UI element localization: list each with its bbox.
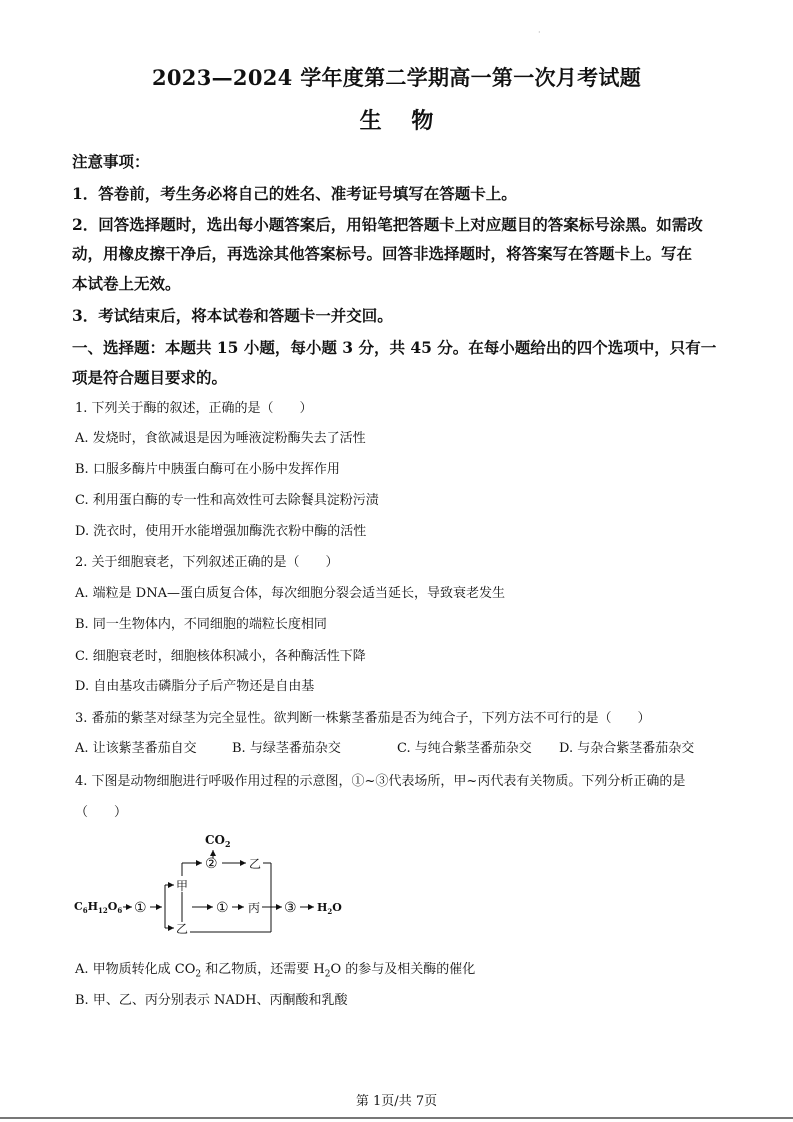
bing-label: 丙 — [248, 901, 261, 915]
page-bottom-rule — [0, 1117, 793, 1119]
q1-option-a: A. 发烧时，食欲减退是因为唾液淀粉酶失去了活性 — [75, 431, 366, 446]
q4-option-b: B. 甲、乙、丙分别表示 NADH、丙酮酸和乳酸 — [75, 993, 348, 1008]
q2-option-d: D. 自由基攻击磷脂分子后产物还是自由基 — [75, 679, 315, 694]
subject-title: 生 物 — [359, 108, 434, 134]
site-3: ③ — [284, 900, 297, 916]
q1-option-c: C. 利用蛋白酶的专一性和高效性可去除餐具淀粉污渍 — [75, 493, 379, 508]
respiration-diagram — [70, 828, 360, 938]
q1-option-d: D. 洗衣时，使用开水能增强加酶洗衣粉中酶的活性 — [75, 524, 367, 539]
q2-stem: 2. 关于细胞衰老，下列叙述正确的是（ ） — [75, 555, 339, 570]
q3-option-c: C. 与纯合紫茎番茄杂交 — [397, 741, 532, 756]
section-1-line-1: 一、选择题：本题共 15 小题，每小题 3 分，共 45 分。在每小题给出的四个选项中，只有一 — [72, 338, 717, 357]
yi-top-label: 乙 — [249, 857, 262, 871]
q3-option-b: B. 与绿茎番茄杂交 — [232, 741, 341, 756]
notice-item-1: 1．答卷前，考生务必将自己的姓名、准考证号填写在答题卡上。 — [72, 184, 517, 203]
q4-stem-line-2: （ ） — [75, 805, 128, 820]
q4-stem-line-1: 4. 下图是动物细胞进行呼吸作用过程的示意图，①~③代表场所，甲~丙代表有关物质。下列分析正确的是 — [75, 774, 686, 789]
site-1-left: ① — [134, 900, 147, 916]
q2-option-b: B. 同一生物体内，不同细胞的端粒长度相同 — [75, 617, 327, 632]
q3-option-a: A. 让该紫茎番茄自交 — [75, 741, 197, 756]
q2-option-a: A. 端粒是 DNA—蛋白质复合体，每次细胞分裂会适当延长，导致衰老发生 — [75, 586, 505, 601]
q4-option-a: A. 甲物质转化成 $CO_2$ 和乙物质，还需要 $H_2O$ 的参与及相关酶的催化 — [75, 962, 476, 980]
q3-stem: 3. 番茄的紫茎对绿茎为完全显性。欲判断一株紫茎番茄是否为纯合子，下列方法不可行的是（ ） — [75, 711, 651, 726]
co2-label: $CO_2$ — [205, 833, 231, 849]
notice-item-2-line-1: 2．回答选择题时，选出每小题答案后，用铅笔把答题卡上对应题目的答案标号涂黑。如需改 — [72, 215, 703, 234]
jia-label: 甲 — [176, 879, 189, 893]
page-number: 第 1页/共 7页 — [355, 1094, 438, 1109]
q3-option-d: D. 与杂合紫茎番茄杂交 — [559, 741, 695, 756]
q2-option-c: C. 细胞衰老时，细胞核体积减小，各种酶活性下降 — [75, 649, 366, 664]
notice-item-2-line-2: 动，用橡皮擦干净后，再选涂其他答案标号。回答非选择题时，将答案写在答题卡上。写在 — [72, 244, 693, 263]
q1-option-b: B. 口服多酶片中胰蛋白酶可在小肠中发挥作用 — [75, 462, 340, 477]
site-2: ② — [205, 856, 218, 872]
water-label: $H_2O$ — [317, 901, 342, 916]
exam-title: 2023—2024 学年度第二学期高一第一次月考试题 — [151, 65, 641, 90]
notice-heading: 注意事项： — [72, 152, 150, 171]
corner-mark: · — [538, 28, 541, 37]
glucose-label: $C_6H_{12}O_6$ — [74, 900, 123, 915]
notice-item-3: 3．考试结束后，将本试卷和答题卡一并交回。 — [72, 306, 393, 325]
yi-bottom-label: 乙 — [176, 922, 189, 936]
q1-stem: 1. 下列关于酶的叙述，正确的是（ ） — [75, 401, 313, 416]
site-1-middle: ① — [216, 900, 229, 916]
notice-item-2-line-3: 本试卷上无效。 — [72, 274, 181, 293]
section-1-line-2: 项是符合题目要求的。 — [72, 368, 228, 387]
